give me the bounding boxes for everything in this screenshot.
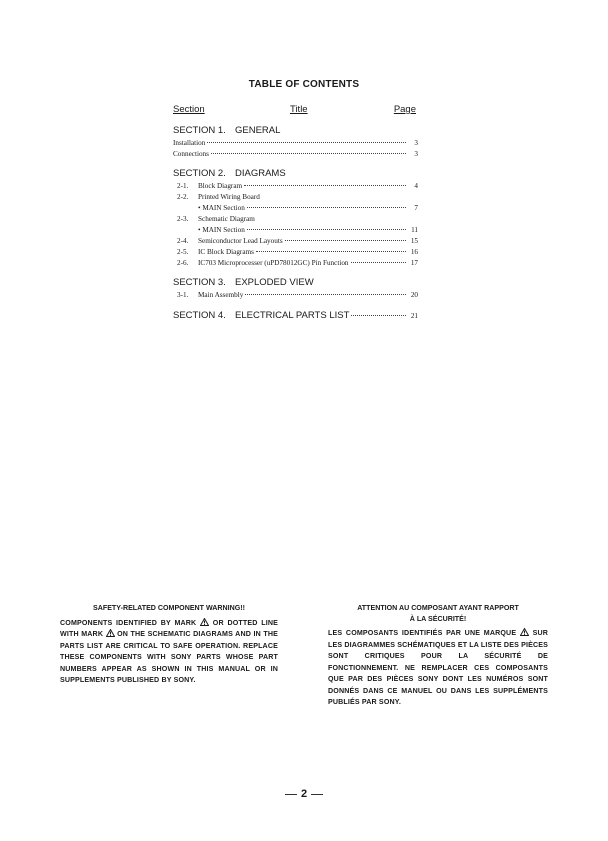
section-2-heading (173, 168, 418, 181)
warning-body: COMPONENTS IDENTIFIED BY MARK OR DOTTED LINE WITH MARK ON THE SCHEMATIC DIAGRAMS AND IN THE PARTS LIST ARE CRITICAL TO SAFE OPERATION. REPLACE THESE COMPONENTS WITH SONY PARTS WHOSE PART NUMBERS APPEAR AS SHOWN IN THIS MANUAL OR IN SUPPLEMENTS PUBLISHED BY SONY. (60, 618, 279, 684)
safety-warning-english (60, 603, 278, 687)
toc-entry-title: Connections (173, 150, 209, 158)
page-number: 2 (0, 788, 608, 800)
toc-entry (173, 149, 418, 160)
toc-entry (173, 203, 418, 214)
toc-entry-title: Schematic Diagram (198, 215, 255, 223)
toc-entry-page: 16 (410, 248, 418, 256)
toc-entry-page: 17 (410, 259, 418, 267)
toc-entry-title: • MAIN Section (198, 204, 245, 212)
toc-entry (173, 247, 418, 258)
safety-warning-french (328, 603, 548, 709)
section-title: ELECTRICAL PARTS LIST (235, 310, 350, 321)
toc-entry (173, 192, 418, 203)
toc-entry (173, 214, 418, 225)
toc-entry-title: IC703 Microprocesser (uPD78012GC) Pin Function (198, 259, 349, 267)
toc-entry-page: 21 (410, 312, 418, 320)
column-header-section: Section (173, 104, 205, 115)
toc-entry (173, 258, 418, 269)
section-title: DIAGRAMS (235, 168, 286, 179)
warning-heading: ATTENTION AU COMPOSANT AYANT RAPPORT À LA SÉCURITÉ! (357, 604, 519, 623)
toc-entry-page: 7 (414, 204, 418, 212)
toc-entry (173, 138, 418, 149)
section-4-heading (173, 309, 418, 322)
toc-entry-number: 3-1. (177, 291, 189, 299)
toc-title: TABLE OF CONTENTS (248, 79, 360, 90)
column-header-page: Page (393, 104, 416, 115)
toc-entry (173, 181, 418, 192)
toc-entry-title: Semiconductor Lead Layouts (198, 237, 283, 245)
table-of-contents (173, 104, 418, 322)
toc-entry-number: 2-3. (177, 215, 189, 223)
toc-entry-title: • MAIN Section (198, 226, 245, 234)
section-number: SECTION 4. (173, 310, 226, 321)
section-1-heading (173, 125, 418, 138)
toc-entry-number: 2-1. (177, 182, 189, 190)
toc-entry (173, 225, 418, 236)
toc-entry-page: 3 (414, 150, 418, 158)
warning-body: LES COMPOSANTS IDENTIFIÉS PAR UNE MARQUE SUR LES DIAGRAMMES SCHÉMATIQUES ET LA LISTE DES PIÈCES SONT CRITIQUES POUR LA SÉCURITÉ DE FONCTIONNEMENT. NE REMPLACER CES COMPOSANTS QUE PAR DES PIÈCES SONY DONT LES NUMÉROS SONT DONNÉS DANS CE MANUEL OU DANS LES SUPPLÉMENTS PUBLIÉS PAR SONY. (328, 629, 548, 706)
toc-entry-title: Block Diagram (198, 182, 243, 190)
toc-entry-page: 4 (414, 182, 418, 190)
toc-entry-title: Main Assembly (198, 291, 244, 299)
toc-entry-number: 2-5. (177, 248, 189, 256)
toc-entry-number: 2-6. (177, 259, 189, 267)
toc-entry-title: Printed Wiring Board (198, 193, 260, 201)
toc-entry-page: 15 (410, 237, 418, 245)
column-header-title: Title (290, 104, 308, 115)
warning-triangle-icon (200, 618, 209, 626)
toc-column-headers (173, 104, 418, 118)
section-number: SECTION 2. (173, 168, 226, 179)
section-title: GENERAL (235, 125, 281, 136)
warning-triangle-icon (106, 629, 115, 637)
toc-entry-number: 2-4. (177, 237, 189, 245)
toc-entry (173, 290, 418, 301)
toc-entry-title: Installation (173, 139, 206, 147)
toc-entry-page: 11 (411, 226, 418, 234)
toc-entry (173, 236, 418, 247)
toc-entry-number: 2-2. (177, 193, 189, 201)
section-number: SECTION 3. (173, 277, 226, 288)
toc-entry-page: 3 (414, 139, 418, 147)
section-title: EXPLODED VIEW (235, 277, 314, 288)
toc-entry-title: IC Block Diagrams (198, 248, 254, 256)
section-3-heading (173, 277, 418, 290)
warning-heading: SAFETY-RELATED COMPONENT WARNING!! (93, 604, 245, 612)
warning-triangle-icon (520, 628, 529, 636)
section-number: SECTION 1. (173, 125, 226, 136)
toc-entry-page: 20 (410, 291, 418, 299)
